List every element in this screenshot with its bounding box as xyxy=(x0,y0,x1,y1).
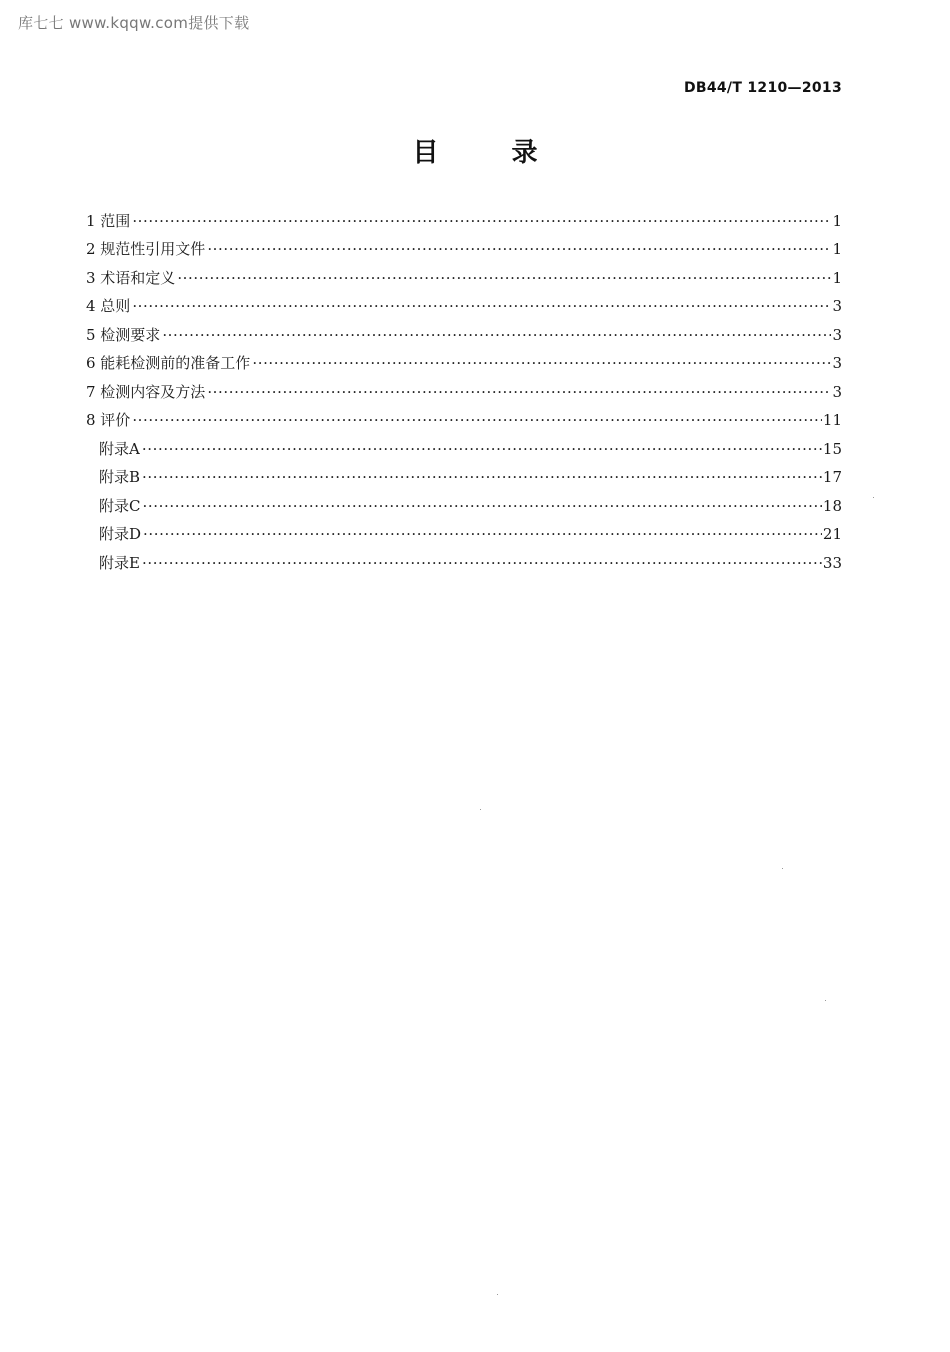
toc-entry-page: 1 xyxy=(832,240,842,258)
toc-leader-dots xyxy=(162,325,831,345)
toc-entry[interactable] xyxy=(86,202,842,231)
toc-entry-page: 21 xyxy=(822,525,842,543)
toc-entry-page: 1 xyxy=(832,211,842,230)
toc-entry-label: 4 总则 xyxy=(86,297,131,315)
scan-speck xyxy=(782,868,783,869)
toc-leader-dots xyxy=(142,553,822,573)
toc-entry-label: 5 检测要求 xyxy=(86,325,161,344)
toc-entry-label: 2 规范性引用文件 xyxy=(86,240,206,258)
toc-entry-label: 附录B xyxy=(99,468,141,486)
scan-speck xyxy=(480,809,481,810)
toc-leader-dots xyxy=(252,353,831,373)
toc-entry[interactable] xyxy=(86,373,842,402)
scan-speck xyxy=(873,497,874,498)
toc-appendix-entry[interactable] xyxy=(86,544,842,573)
toc-entry-label: 3 术语和定义 xyxy=(86,268,176,287)
scan-speck xyxy=(825,1000,826,1001)
page-title: 目 录 xyxy=(412,138,570,168)
toc-entry[interactable] xyxy=(86,259,842,288)
toc-entry-label: 附录A xyxy=(99,439,140,458)
toc-entry-label: 附录C xyxy=(99,496,141,515)
toc-leader-dots xyxy=(132,296,831,316)
toc-entry-page: 1 xyxy=(832,268,842,287)
toc-leader-dots xyxy=(132,410,822,430)
toc-entry-page: 18 xyxy=(822,496,842,515)
toc-entry[interactable] xyxy=(86,316,842,345)
toc-entry-page: 3 xyxy=(832,297,842,315)
table-of-contents xyxy=(86,202,842,573)
toc-entry-label: 7 检测内容及方法 xyxy=(86,382,206,401)
toc-leader-dots xyxy=(142,496,821,516)
toc-appendix-entry[interactable] xyxy=(86,516,842,545)
toc-leader-dots xyxy=(142,467,822,487)
toc-entry-label: 附录E xyxy=(99,553,140,572)
toc-leader-dots xyxy=(143,524,822,544)
toc-entry-page: 33 xyxy=(822,553,842,572)
toc-entry-page: 3 xyxy=(832,325,842,344)
toc-entry-page: 3 xyxy=(832,382,842,401)
toc-entry-page: 11 xyxy=(822,411,842,429)
toc-leader-dots xyxy=(207,239,831,259)
toc-leader-dots xyxy=(132,211,831,231)
toc-appendix-entry[interactable] xyxy=(86,430,842,459)
toc-entry-label: 8 评价 xyxy=(86,411,131,429)
scan-speck xyxy=(497,1294,498,1295)
watermark-text: 库七七 www.kqqw.com提供下载 xyxy=(18,14,250,32)
toc-entry[interactable] xyxy=(86,288,842,317)
toc-leader-dots xyxy=(177,268,831,288)
toc-entry-page: 3 xyxy=(832,354,842,372)
toc-entry[interactable] xyxy=(86,345,842,374)
toc-entry-label: 1 范围 xyxy=(86,211,131,230)
toc-entry-label: 附录D xyxy=(99,525,142,543)
toc-appendix-entry[interactable] xyxy=(86,487,842,516)
toc-entry-label: 6 能耗检测前的准备工作 xyxy=(86,354,251,372)
toc-leader-dots xyxy=(207,382,831,402)
toc-entry[interactable] xyxy=(86,402,842,431)
toc-entry[interactable] xyxy=(86,231,842,260)
toc-leader-dots xyxy=(142,439,822,459)
toc-appendix-entry[interactable] xyxy=(86,459,842,488)
toc-entry-page: 15 xyxy=(822,439,842,458)
toc-entry-page: 17 xyxy=(822,468,842,486)
document-code: DB44/T 1210—2013 xyxy=(683,80,842,96)
